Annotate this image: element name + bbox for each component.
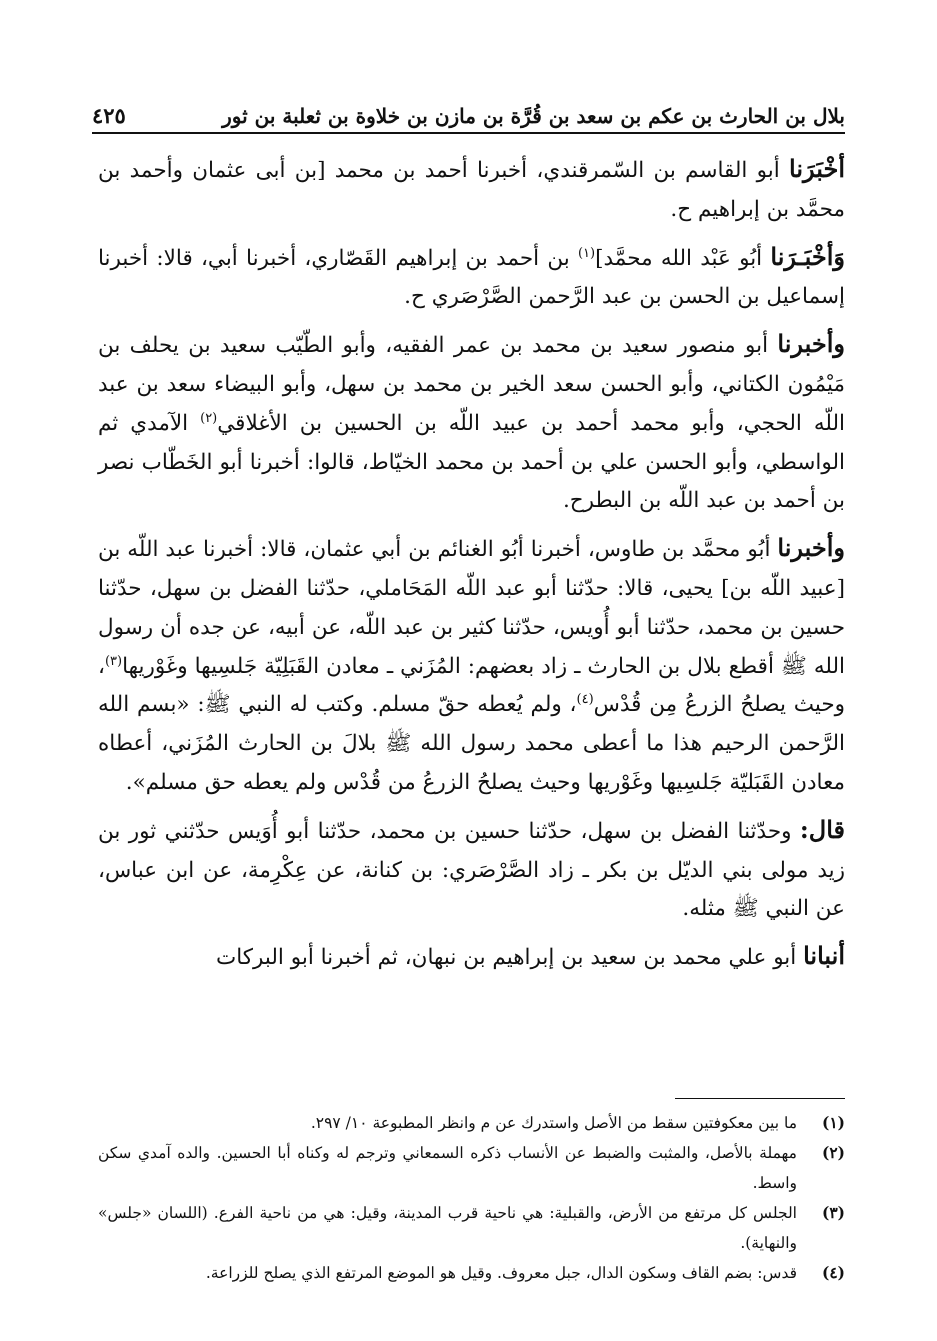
paragraph-text: بن أحمد بن إبراهيم القَصّاري، أخبرنا أبي، قالا: أخبرنا إسماعيل بن الحسن بن عبد الرَّحمن الصَّرْصَري ح. [98, 245, 845, 310]
footnote-text: ما بين معكوفتين سقط من الأصل واستدرك عن م وانظر المطبوعة ١٠/ ٢٩٧. [310, 1114, 797, 1132]
footnote-marker: (٤) [821, 1263, 845, 1282]
paragraph [98, 325, 845, 521]
footnote-text: الجلس كل مرتفع من الأرض، والقبلية: هي ناحية قرب المدينة، وقيل: هي من ناحية الفرع. (اللسان «جلس» والنهاية). [98, 1204, 797, 1252]
footnote-ref: (١) [577, 245, 596, 261]
paragraph-lead: وأخبرنا [777, 329, 845, 359]
paragraph [98, 238, 845, 318]
paragraph [98, 529, 845, 803]
paragraph-lead: قال: [799, 814, 845, 844]
footnote [98, 1108, 845, 1138]
paragraph-lead: وأخبرنا [777, 533, 845, 563]
paragraph-lead: أنبانا [803, 941, 845, 971]
footnote [98, 1258, 845, 1288]
footnote [98, 1138, 845, 1198]
paragraph [98, 937, 845, 978]
paragraph [98, 811, 845, 929]
footnote-ref: (٣) [104, 653, 123, 669]
paragraph-text: الآمدي ثم الواسطي، وأبو الحسن علي بن أحمد بن محمد الخيّاط، قالوا: أخبرنا أبو الخَطّاب نصر بن أحمد بن عبد اللّه بن البطرح. [98, 410, 845, 514]
paragraph-text: ، ولم يُعطه حقّ مسلم. وكتب له النبي ﷺ: «بسم الله الرَّحمن الرحيم هذا ما أعطى محمد رسول الله ﷺ بلالَ بن الحارث المُزَني، أعطاه معادن القَبَليّة جَلسِيها وغَوْريها وحيث يصلحُ الزرعُ من قُدْس ولم يعطه حق مسلم». [98, 692, 845, 795]
footnote-ref: (٤) [576, 692, 594, 708]
footnote [98, 1198, 845, 1258]
paragraph-text: أبو علي محمد بن سعيد بن إبراهيم بن نبهان، ثم أخبرنا أبو البركات [216, 945, 804, 971]
page-number: ٤٢٥ [92, 103, 126, 128]
page-header [92, 92, 845, 134]
footnote-text: مهملة بالأصل، والمثبت والضبط عن الأنساب ذكره السمعاني وترجم له وكناه أبا الحسين. والده آمدي سكن واسط. [98, 1144, 797, 1192]
main-text [98, 150, 845, 986]
paragraph-text: أبو القاسم بن السّمرقندي، أخبرنا أحمد بن محمد [بن أبى عثمان وأحمد بن محمَّد بن إبراهيم ح. [98, 158, 845, 222]
footnotes [98, 1108, 845, 1288]
paragraph-text: وحدّثنا الفضل بن سهل، حدّثنا حسين بن محمد، حدّثنا أبو أُوَيس حدّثني ثور بن زيد مولى بني الديّل بن بكر ـ زاد الصَّرْصَري: بن كنانة، عن عِكْرِمة، عن ابن عباس، عن النبي ﷺ مثله. [98, 818, 845, 922]
paragraph-text: أبُو عَبْد الله محمَّد] [595, 245, 771, 271]
footnote-ref: (٢) [200, 410, 218, 426]
paragraph-text: ، وحيث يصلحُ الزرعُ مِن قُدْس [98, 653, 846, 718]
paragraph-text: أبُو محمَّد بن طاوس، أخبرنا أبُو الغنائم بن أبي عثمان، قالا: أخبرنا عبد اللّه بن [عبيد اللّه بن] يحيى، قالا: حدّثنا أبو عبد اللّه المَحَاملي، حدّثنا الفضل بن سهل، حدّثنا حسين بن محمد، حدّثنا أبو أُويس، حدّثنا كثير بن عبد اللّه، عن أبيه، عن جده أن رسول الله ﷺ أقطع بلال بن الحارث ـ زاد بعضهم: المُزَني ـ معادن القَبَلِيّة جَلسِيها وغَوْريها [98, 537, 845, 679]
paragraph-lead: أخْبَرَنا [789, 154, 845, 183]
paragraph-lead: وَأخْبَـرَنا [770, 241, 846, 271]
paragraph [98, 150, 845, 230]
footnote-marker: (٢) [821, 1143, 845, 1162]
footnote-divider [675, 1098, 845, 1099]
footnote-marker: (١) [821, 1113, 845, 1132]
footnote-text: قدس: بضم القاف وسكون الدال، جبل معروف. وقيل هو الموضع المرتفع الذي يصلح للزراعة. [205, 1264, 797, 1282]
running-title: بلال بن الحارث بن عكم بن سعد بن قُرَّة بن مازن بن خلاوة بن ثعلبة بن ثور [222, 104, 845, 128]
footnote-marker: (٣) [821, 1203, 845, 1222]
paragraph-text: أبو منصور سعيد بن محمد بن عمر الفقيه، وأبو الطّيّب سعيد بن يحلف بن مَيْمُون الكتاني، وأبو الحسن سعد الخير بن محمد بن سهل، وأبو البيضاء سعد بن عبد اللّه الحجي، وأبو محمد أحمد بن عبيد اللّه بن الحسين بن الأغلاقي [98, 333, 846, 436]
